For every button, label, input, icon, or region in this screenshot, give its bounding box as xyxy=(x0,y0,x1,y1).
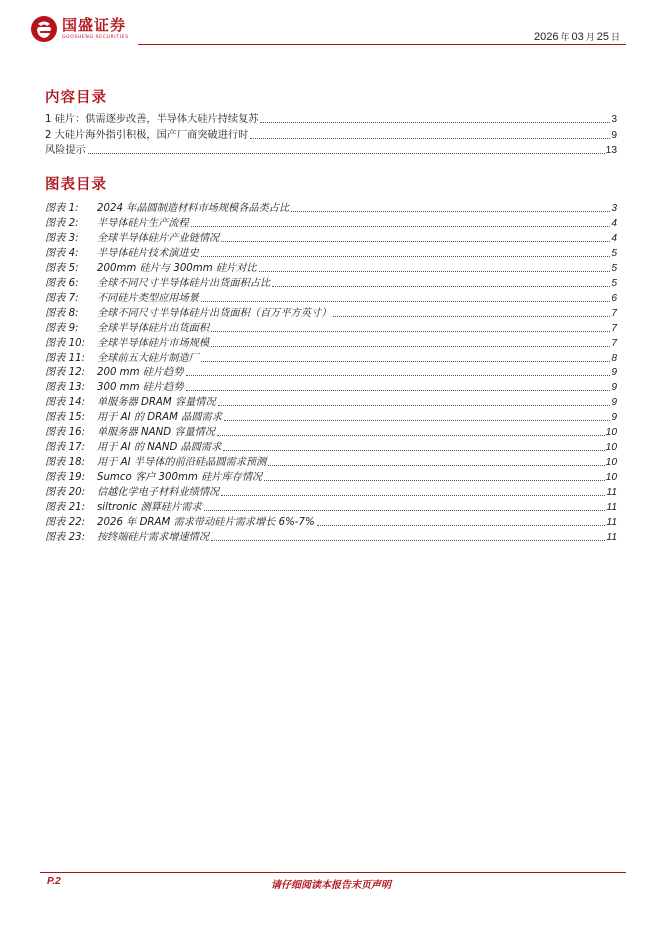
toc-entry-text: 2 大硅片海外指引积极，国产厂商突破进行时 xyxy=(45,129,249,141)
figure-toc-entry[interactable] xyxy=(45,351,617,365)
footer-divider xyxy=(40,872,626,873)
toc-entry-text: 用于 AI 半导体的前沿硅晶圆需求预测 xyxy=(97,457,267,469)
footer-page-number: P.2 xyxy=(47,876,61,887)
figure-toc-entry[interactable] xyxy=(45,455,617,469)
figure-toc-entry[interactable] xyxy=(45,336,617,350)
figure-number: 图表 1: xyxy=(45,203,79,214)
toc-entry-text: 全球不同尺寸半导体硅片出货面积（百万平方英寸） xyxy=(97,307,332,319)
toc-entry-text: 全球前五大硅片制造厂 xyxy=(97,352,199,364)
toc-entry-text: 全球半导体硅片出货面积 xyxy=(97,322,210,334)
toc-entry-text: 半导体硅片生产流程 xyxy=(97,217,189,229)
toc-entry-label xyxy=(45,353,199,365)
toc-entry-page: 3 xyxy=(611,203,617,214)
figure-number: 图表 8: xyxy=(45,307,79,319)
dot-leader xyxy=(88,152,605,154)
figure-number: 图表 21: xyxy=(45,502,86,513)
header-divider xyxy=(138,44,626,45)
figure-number: 图表 2: xyxy=(45,217,79,229)
toc-entry-page: 4 xyxy=(611,232,617,244)
toc-entry-label xyxy=(45,218,189,230)
toc-entry-page: 7 xyxy=(611,322,617,334)
figure-toc-entry[interactable] xyxy=(45,515,617,529)
toc-entry-text: 风险提示 xyxy=(45,145,86,156)
toc-entry-text: siltronic 测算硅片需求 xyxy=(97,502,202,513)
company-logo xyxy=(30,14,129,44)
figure-toc-entry[interactable] xyxy=(45,231,617,245)
figure-toc-title: 图表目录 xyxy=(45,177,107,193)
figure-toc-entry[interactable] xyxy=(45,485,617,499)
dot-leader xyxy=(204,509,606,511)
toc-entry-label xyxy=(45,367,184,379)
toc-entry-page: 11 xyxy=(606,502,617,513)
figure-number: 图表 14: xyxy=(45,397,86,409)
toc-entry-text: 信越化学电子材料业绩情况 xyxy=(97,487,220,499)
date-month: 03 xyxy=(571,31,584,43)
toc-entry-text: Sumco 客户 300mm 硅片库存情况 xyxy=(97,472,263,484)
figure-toc-entry[interactable] xyxy=(45,395,617,409)
figure-number: 图表 13: xyxy=(45,382,86,394)
toc-entry-text: 200mm 硅片与 300mm 硅片对比 xyxy=(97,262,257,274)
toc-entry-label xyxy=(45,532,209,544)
dot-leader xyxy=(201,255,610,257)
toc-entry-label xyxy=(45,278,270,290)
figure-toc-entry[interactable] xyxy=(45,500,617,514)
figure-number: 图表 3: xyxy=(45,232,79,244)
toc-entry-page: 9 xyxy=(611,412,617,424)
toc-entry-text: 全球半导体硅片产业链情况 xyxy=(97,232,220,244)
toc-entry-page: 4 xyxy=(611,217,617,229)
toc-entry-page: 9 xyxy=(611,382,617,394)
dot-leader xyxy=(224,419,610,421)
toc-entry-text: 用于 AI 的 DRAM 晶圆需求 xyxy=(97,412,222,424)
content-toc-entry[interactable] xyxy=(45,143,617,157)
toc-entry-page: 10 xyxy=(605,457,617,469)
figure-number: 图表 5: xyxy=(45,262,79,274)
content-toc-title: 内容目录 xyxy=(45,90,107,106)
figure-number: 图表 20: xyxy=(45,487,86,499)
toc-entry-page: 11 xyxy=(606,487,617,499)
figure-number: 图表 11: xyxy=(45,352,86,364)
toc-entry-page: 9 xyxy=(611,129,617,141)
toc-entry-label xyxy=(45,397,216,409)
dot-leader xyxy=(250,137,610,139)
toc-entry-page: 5 xyxy=(611,247,617,259)
page-header xyxy=(0,0,662,50)
toc-entry-label xyxy=(45,338,209,350)
toc-entry-text: 按终端硅片需求增速情况 xyxy=(97,531,210,543)
date-year: 2026 xyxy=(533,31,559,43)
toc-entry-page: 10 xyxy=(605,427,617,439)
dot-leader xyxy=(211,345,610,347)
toc-entry-label xyxy=(45,502,202,514)
figure-number: 图表 18: xyxy=(45,457,86,469)
toc-entry-text: 200 mm 硅片趋势 xyxy=(97,367,184,379)
toc-entry-text: 用于 AI 的 NAND 晶圆需求 xyxy=(97,442,222,454)
figure-number: 图表 23: xyxy=(45,531,86,543)
date-day-unit: 日 xyxy=(610,32,620,42)
toc-entry-text: 全球不同尺寸半导体硅片出货面积占比 xyxy=(97,277,271,289)
toc-entry-label xyxy=(45,323,209,335)
toc-entry-label xyxy=(45,293,199,305)
toc-entry-label xyxy=(45,487,219,499)
dot-leader xyxy=(191,225,611,227)
toc-entry-label xyxy=(45,382,184,394)
toc-entry-label xyxy=(45,472,262,484)
figure-toc-entry[interactable] xyxy=(45,246,617,260)
figure-number: 图表 19: xyxy=(45,472,86,484)
footer-disclaimer-note: 请仔细阅读本报告末页声明 xyxy=(271,880,391,891)
toc-entry-label xyxy=(45,233,219,245)
figure-toc-entry[interactable] xyxy=(45,261,617,275)
toc-entry-page: 7 xyxy=(611,307,617,319)
toc-entry-text: 半导体硅片技术演进史 xyxy=(97,247,199,259)
toc-entry-page: 11 xyxy=(606,531,617,543)
dot-leader xyxy=(259,270,611,272)
toc-entry-page: 6 xyxy=(611,292,617,304)
toc-entry-label xyxy=(45,145,86,157)
figure-number: 图表 16: xyxy=(45,427,86,439)
date-year-unit: 年 xyxy=(560,32,570,42)
toc-entry-label xyxy=(45,248,199,260)
toc-entry-label xyxy=(45,203,289,215)
toc-entry-text: 单服务器 NAND 容量情况 xyxy=(97,427,216,439)
dot-leader xyxy=(268,464,604,466)
figure-toc-entry[interactable] xyxy=(45,276,617,290)
content-toc-entry[interactable] xyxy=(45,112,617,126)
dot-leader xyxy=(211,330,610,332)
figure-toc-entry[interactable] xyxy=(45,306,617,320)
figure-toc-entry[interactable] xyxy=(45,201,617,215)
toc-entry-label xyxy=(45,427,215,439)
logo-icon xyxy=(30,15,58,43)
dot-leader xyxy=(291,210,610,212)
dot-leader xyxy=(333,315,610,317)
toc-entry-page: 11 xyxy=(606,516,617,528)
figure-toc-entry[interactable] xyxy=(45,216,617,230)
toc-entry-page: 9 xyxy=(611,367,617,379)
toc-entry-label xyxy=(45,457,266,469)
toc-entry-text: 300 mm 硅片趋势 xyxy=(97,382,184,394)
figure-toc-entry[interactable] xyxy=(45,530,617,544)
toc-entry-label xyxy=(45,308,331,320)
toc-entry-label xyxy=(45,442,221,454)
dot-leader xyxy=(260,121,610,123)
date-month-unit: 月 xyxy=(585,32,595,42)
figure-number: 图表 9: xyxy=(45,322,79,334)
dot-leader xyxy=(221,240,610,242)
figure-toc-entry[interactable] xyxy=(45,470,617,484)
toc-entry-page: 10 xyxy=(605,472,617,484)
toc-entry-label xyxy=(45,114,258,126)
toc-entry-page: 13 xyxy=(605,145,617,156)
report-date xyxy=(534,30,622,43)
toc-entry-text: 1 硅片：供需逐步改善，半导体大硅片持续复苏 xyxy=(45,114,259,125)
logo-chinese-name: 国盛证券 xyxy=(62,16,127,34)
toc-entry-label xyxy=(45,130,248,142)
figure-number: 图表 22: xyxy=(45,516,86,528)
figure-number: 图表 12: xyxy=(45,367,86,379)
toc-entry-page: 3 xyxy=(611,114,617,125)
figure-toc-entry[interactable] xyxy=(45,291,617,305)
figure-toc-entry[interactable] xyxy=(45,410,617,424)
toc-entry-page: 10 xyxy=(605,442,617,454)
toc-entry-text: 全球半导体硅片市场规模 xyxy=(97,337,210,349)
figure-number: 图表 6: xyxy=(45,277,79,289)
figure-number: 图表 15: xyxy=(45,412,86,424)
dot-leader xyxy=(218,404,611,406)
logo-english-name: GUOSHENG SECURITIES xyxy=(62,35,129,40)
figure-number: 图表 4: xyxy=(45,247,79,259)
toc-entry-label xyxy=(45,412,222,424)
figure-number: 图表 10: xyxy=(45,337,86,349)
dot-leader xyxy=(272,285,610,287)
dot-leader xyxy=(201,300,610,302)
dot-leader xyxy=(201,360,610,362)
toc-entry-page: 8 xyxy=(611,352,617,364)
dot-leader xyxy=(217,434,605,436)
dot-leader xyxy=(186,374,611,376)
toc-entry-page: 7 xyxy=(611,337,617,349)
toc-entry-text: 2024 年晶圆制造材料市场规模各品类占比 xyxy=(97,203,290,214)
figure-number: 图表 17: xyxy=(45,442,86,454)
figure-number: 图表 7: xyxy=(45,292,79,304)
toc-entry-page: 9 xyxy=(611,397,617,409)
toc-entry-text: 单服务器 DRAM 容量情况 xyxy=(97,397,216,409)
figure-toc-entry[interactable] xyxy=(45,440,617,454)
dot-leader xyxy=(317,524,606,526)
date-day: 25 xyxy=(596,31,609,43)
dot-leader xyxy=(223,449,604,451)
figure-toc-entry[interactable] xyxy=(45,380,617,394)
dot-leader xyxy=(211,539,605,541)
dot-leader xyxy=(264,479,604,481)
dot-leader xyxy=(186,389,611,391)
toc-entry-page: 5 xyxy=(611,262,617,274)
toc-entry-text: 不同硅片类型应用场景 xyxy=(97,292,199,304)
toc-entry-text: 2026 年 DRAM 需求带动硅片需求增长 6%-7% xyxy=(97,516,315,528)
figure-toc-entry[interactable] xyxy=(45,321,617,335)
toc-entry-page: 5 xyxy=(611,277,617,289)
figure-toc-entry[interactable] xyxy=(45,425,617,439)
dot-leader xyxy=(221,494,605,496)
toc-entry-label xyxy=(45,517,315,529)
figure-toc-entry[interactable] xyxy=(45,365,617,379)
content-toc-entry[interactable] xyxy=(45,128,617,142)
toc-entry-label xyxy=(45,263,257,275)
